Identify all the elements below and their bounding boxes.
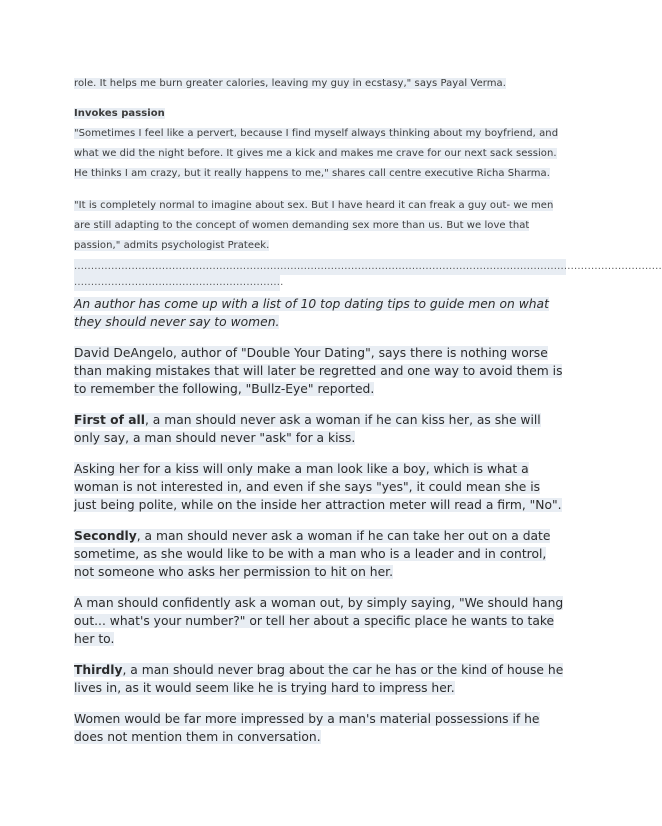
dotted-line-1: .............................................................................................................................................................................. (74, 259, 566, 275)
quote-paragraph-text: "Sometimes I feel like a pervert, because I find myself always thinking about my boyfriend, and what we did the night before. It gives me a kick and makes me crave for our next sack session. He thinks I am crazy, but it really happens to me," shares call centre executive Richa Sharma. (74, 128, 559, 179)
article-paragraph (74, 594, 566, 648)
quote-paragraph (74, 124, 566, 184)
tip-third-heading: Thirdly (74, 663, 123, 677)
article-body (74, 295, 566, 746)
paragraph-text: David DeAngelo, author of "Double Your Dating", says there is nothing worse than making mistakes that will later be regretted and one way to avoid them is to remember the following, "Bullz-Eye" reported. (74, 346, 563, 396)
paragraph-text: Women would be far more impressed by a man's material possessions if he does not mention them in conversation. (74, 712, 540, 744)
section-heading-text: Invokes passion (74, 108, 165, 119)
tip-first-heading: First of all (74, 413, 145, 427)
intro-line (74, 74, 566, 94)
article-paragraph (74, 710, 566, 746)
paragraph-text: A man should confidently ask a woman out, by simply saying, "We should hang out... what's your number?" or tell her about a specific place he wants to take her to. (74, 596, 564, 646)
psychologist-quote-text: "It is completely normal to imagine about sex. But I have heard it can freak a guy out- we men are still adapting to the concept of women demanding sex more than us. But we love that passion," admits psychologist Prateek. (74, 200, 554, 251)
tip-second (74, 527, 566, 581)
article-lead-text: An author has come up with a list of 10 top dating tips to guide men on what they should never say to women. (74, 297, 549, 329)
tip-first (74, 411, 566, 447)
article-lead (74, 295, 566, 331)
document-page (74, 74, 662, 759)
tip-third (74, 661, 566, 697)
tip-first-text: , a man should never ask a woman if he can kiss her, as she will only say, a man should never "ask" for a kiss. (74, 413, 541, 445)
intro-line-text: role. It helps me burn greater calories, leaving my guy in ecstasy," says Payal Verma. (74, 78, 506, 89)
section-heading (74, 104, 566, 124)
intro-section (74, 74, 566, 256)
tip-second-text: , a man should never ask a woman if he can take her out on a date sometime, as she would like to be with a man who is a leader and in control, not someone who asks her permission to hit on her. (74, 529, 551, 579)
dotted-separator (74, 259, 662, 291)
paragraph-text: Asking her for a kiss will only make a man look like a boy, which is what a woman is not interested in, and even if she says "yes", it could mean she is just being polite, while on the inside her attraction meter will read a firm, "No". (74, 462, 562, 512)
tip-third-text: , a man should never brag about the car he has or the kind of house he lives in, as it would seem like he is trying hard to impress her. (74, 663, 564, 695)
psychologist-quote (74, 196, 566, 256)
tip-second-heading: Secondly (74, 529, 137, 543)
article-paragraph (74, 460, 566, 514)
dotted-line-2: .............................................................. (74, 275, 280, 291)
article-paragraph (74, 344, 566, 398)
